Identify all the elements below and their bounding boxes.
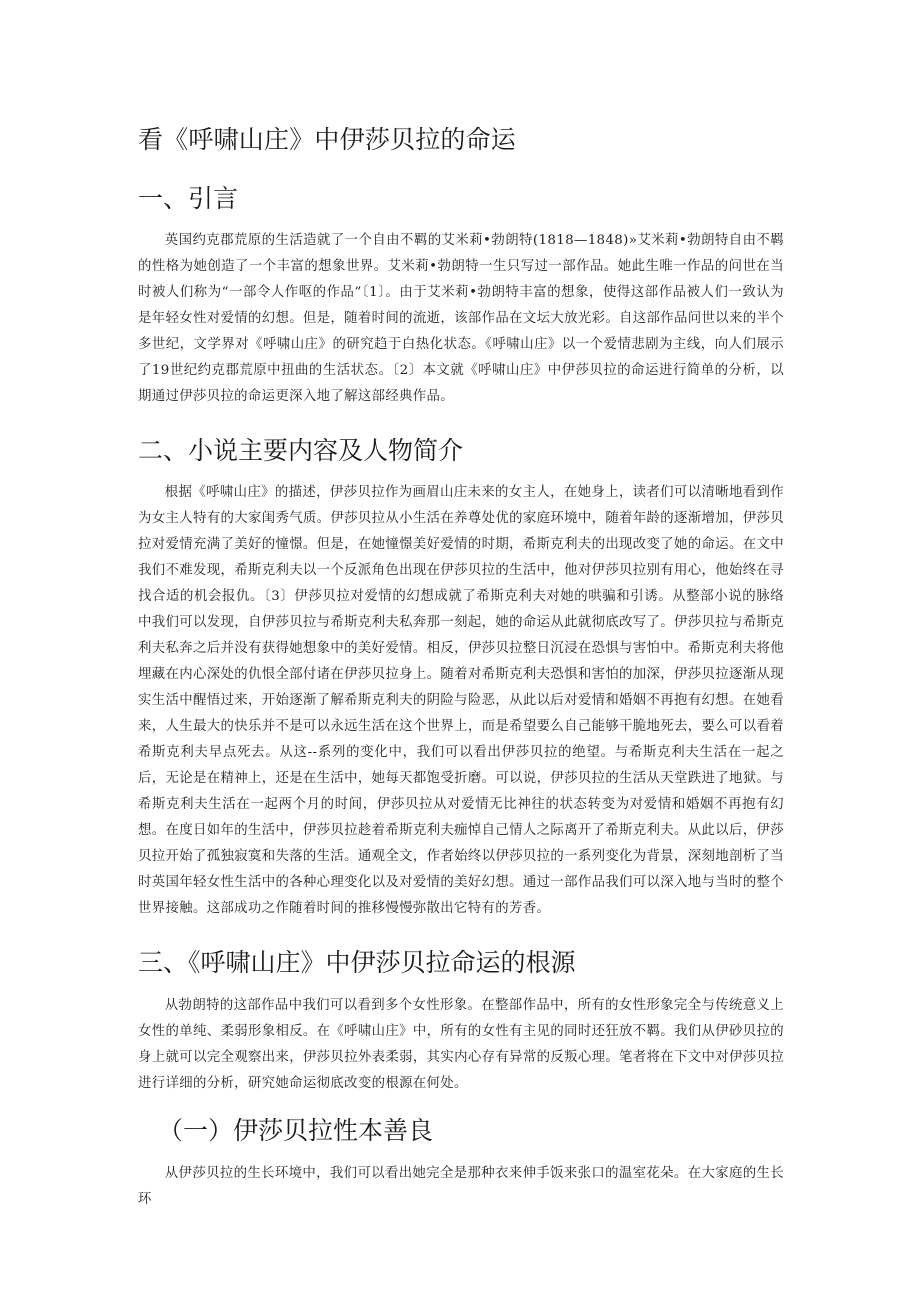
section-paragraph-introduction: 英国约克郡荒原的生活造就了一个自由不羁的艾米莉•勃朗特(1818—1848)»艾米莉•勃朗特自由不羁的性格为她创造了一个丰富的想象世界。艾米莉•勃朗特一生只写过一部作品。她此生唯一作品的问世在当时被人们称为“一部令人作呕的作品”〔1〕。由于艾米莉•勃朗特丰富的想象，使得这部作品被人们一致认为是年轻女性对爱情的幻想。但是，随着时间的流逝，该部作品在文坛大放光彩。自这部作品问世以来的半个多世纪，文学界对《呼啸山庄》的研究趋于白热化状态。《呼啸山庄》以一个爱情悲剧为主线，向人们展示了19世纪约克郡荒原中扭曲的生活状态。〔2〕本文就《呼啸山庄》中伊莎贝拉的命运进行简单的分析，以期通过伊莎贝拉的命运更深入地了解这部经典作品。 xyxy=(138,233,784,404)
section-paragraph-summary: 根据《呼啸山庄》的描述，伊莎贝拉作为画眉山庄未来的女主人，在她身上，读者们可以清晰地看到作为女主人特有的大家闺秀气质。伊莎贝拉从小生活在养尊处优的家庭环境中，随着年龄的逐渐增加，伊莎贝拉对爱情充满了美好的憧憬。但是，在她憧憬美好爱情的时期，希斯克利夫的出现改变了她的命运。在文中我们不难发现，希斯克利夫以一个反派角色出现在伊莎贝拉的生活中，他对伊莎贝拉别有用心，他始终在寻找合适的机会报仇。〔3〕伊莎贝拉对爱情的幻想成就了希斯克利夫对她的哄骗和引诱。从整部小说的脉络中我们可以发现，自伊莎贝拉与希斯克利夫私奔那一刻起，她的命运从此就彻底改写了。伊莎贝拉与希斯克利夫私奔之后并没有获得她想象中的美好爱情。相反，伊莎贝拉整日沉浸在恐惧与害怕中。希斯克利夫将他埋藏在内心深处的仇恨全部付诸在伊莎贝拉身上。随着对希斯克利夫恐惧和害怕的加深，伊莎贝拉逐渐从现实生活中醒悟过来，开始逐渐了解希斯克利夫的阴险与险恶，从此以后对爱情和婚姻不再抱有幻想。在她看来，人生最大的快乐并不是可以永远生活在这个世界上，而是希望要么自己能够干脆地死去，要么可以看着希斯克利夫早点死去。从这--系列的变化中，我们可以看出伊莎贝拉的绝望。与希斯克利夫生活在一起之后，无论是在精神上，还是在生活中，她每天都饱受折磨。可以说，伊莎贝拉的生活从天堂跌进了地狱。与希斯克利夫生活在一起两个月的时间，伊莎贝拉从对爱情无比神往的状态转变为对爱情和婚姻不再抱有幻想。在度日如年的生活中，伊莎贝拉趁着希斯克利夫痂悼自己情人之际离开了希斯克利夫。从此以后，伊莎贝拉开始了孤独寂寞和失落的生活。通观全文，作者始终以伊莎贝拉的一系列变化为背景，深刻地剖析了当时英国年轻女性生活中的各种心理变化以及对爱情的美好幻想。通过一部作品我们可以深入地与当时的整个世界接触。这部成功之作随着时间的推移慢慢弥散出它特有的芳香。 xyxy=(138,485,784,916)
section-paragraph-origin: 从勃朗特的这部作品中我们可以看到多个女性形象。在整部作品中，所有的女性形象完全与传统意义上女性的单纯、柔弱形象相反。在《呼啸山庄》中，所有的女性有主见的同时还狂放不羁。我们从伊砂贝拉的身上就可以完全观察出来，伊莎贝拉外表柔弱，其实内心存有异常的反叛心理。笔者将在下文中对伊莎贝拉进行详细的分析，研究她命运彻底改变的根源在何处。 xyxy=(138,998,784,1091)
subsection-heading-kindness: （一）伊莎贝拉性本善良 xyxy=(158,1116,434,1145)
section-heading-origin: 三、《呼啸山庄》中伊莎贝拉命运的根源 xyxy=(138,948,576,977)
document-title: 看《呼啸山庄》中伊莎贝拉的命运 xyxy=(138,125,517,154)
section-heading-introduction: 一、引言 xyxy=(138,184,239,213)
subsection-paragraph-kindness: 从伊莎贝拉的生长环境中，我们可以看出她完全是那种衣来伸手饭来张口的温室花朵。在大家庭的生长环 xyxy=(138,1166,784,1207)
section-heading-summary: 二、小说主要内容及人物简介 xyxy=(138,436,464,465)
